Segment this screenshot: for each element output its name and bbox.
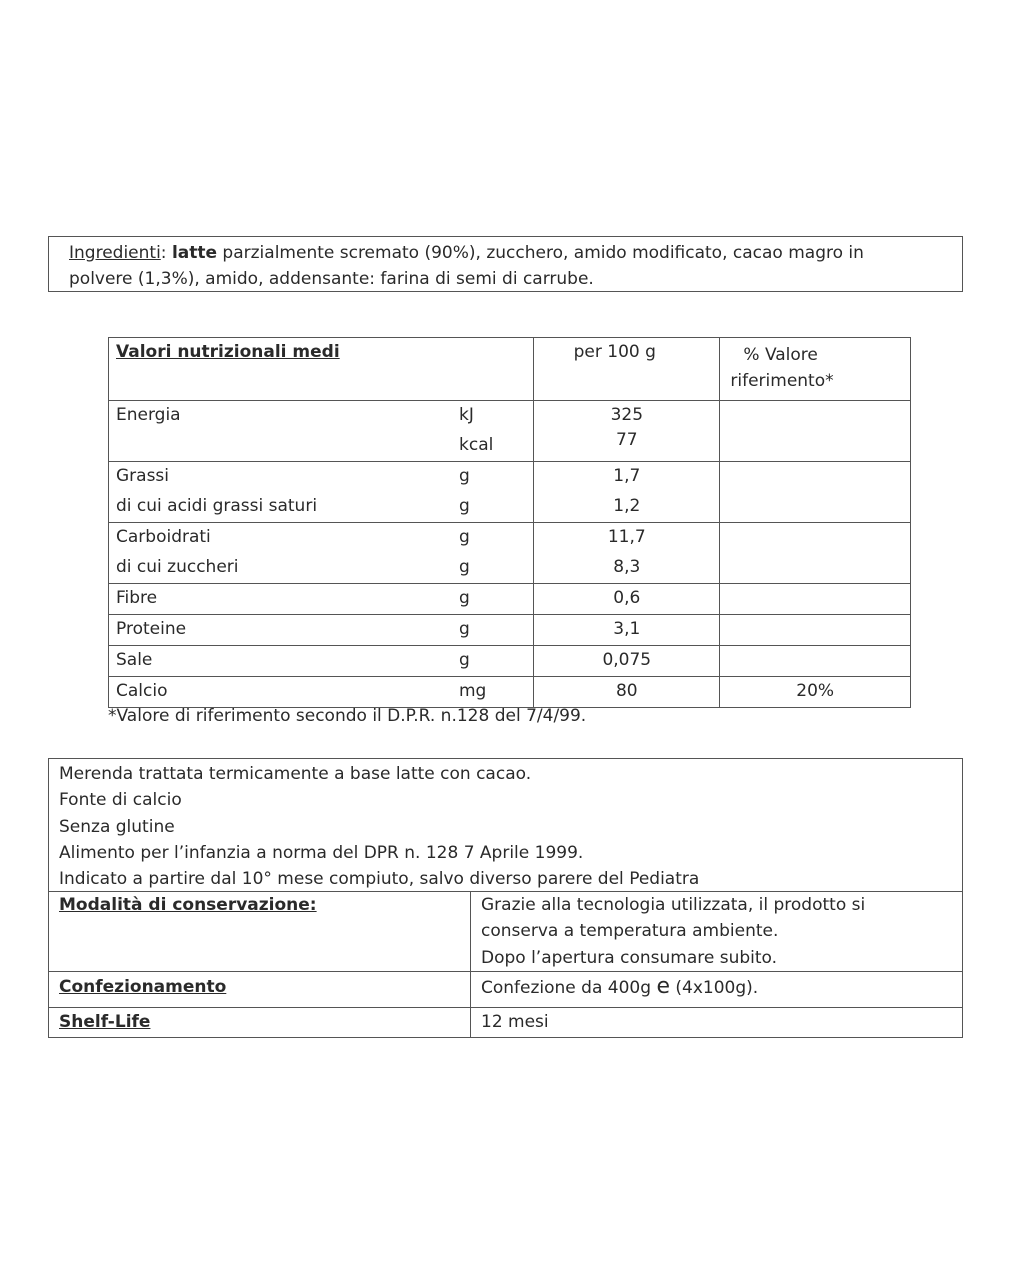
row-pct: [720, 646, 911, 677]
row-label: Proteine: [116, 619, 187, 639]
row-unit: g: [459, 496, 470, 516]
nutrition-row-grassi: [109, 462, 911, 523]
nutrition-header-title: Valori nutrizionali medi: [109, 338, 534, 401]
confezionamento-row: [49, 972, 963, 1008]
shelf-life-label: Shelf-Life: [49, 1008, 471, 1038]
row-unit: g: [459, 650, 470, 670]
info-line: Indicato a partire dal 10° mese compiuto, salvo diverso parere del Pediatra: [59, 869, 700, 890]
row-unit: mg: [459, 681, 487, 701]
row-label: Fibre: [116, 588, 158, 608]
info-line: Fonte di calcio: [59, 790, 182, 811]
row-sublabel: di cui acidi grassi saturi: [116, 496, 318, 516]
row-label: Sale: [116, 650, 153, 670]
row-label: Grassi: [116, 466, 170, 486]
row-value: 11,7: [607, 527, 646, 547]
nutrition-header-row: [109, 338, 911, 401]
row-unit: g: [459, 557, 470, 577]
product-details-table: [48, 891, 963, 1038]
product-info-box: [48, 758, 963, 892]
row-value: 0,075: [602, 650, 652, 670]
nutrition-row-carboidrati: [109, 523, 911, 584]
confezionamento-value: Confezione da 400g e (4x100g).: [471, 972, 963, 1008]
nutrition-table: [108, 337, 911, 708]
row-unit: g: [459, 527, 470, 547]
info-line: Alimento per l’infanzia a norma del DPR n. 128 7 Aprile 1999.: [59, 842, 584, 863]
ingredients-line-1: Ingredienti: latte parzialmente scremato (90%), zucchero, amido modificato, cacao magro in: [69, 243, 864, 263]
row-label: Energia: [116, 405, 181, 425]
row-value: 1,2: [613, 496, 641, 516]
row-value: 77: [615, 430, 638, 450]
info-line: Merenda trattata termicamente a base latte con cacao.: [59, 764, 532, 784]
nutrition-row-fibre: [109, 584, 911, 615]
row-sublabel: di cui zuccheri: [116, 557, 239, 577]
nutrition-row-sale: [109, 646, 911, 677]
footnote: *Valore di riferimento secondo il D.P.R. n.128 del 7/4/99.: [108, 706, 587, 726]
nutrition-row-energia: [109, 401, 911, 462]
conservazione-label: Modalità di conservazione:: [49, 892, 471, 972]
ingredients-bold-word: latte: [171, 243, 218, 263]
row-value: 3,1: [613, 619, 641, 639]
nutrition-row-calcio: [109, 677, 911, 708]
row-unit: kcal: [459, 435, 494, 455]
row-value: 80: [615, 681, 638, 701]
row-unit: g: [459, 588, 470, 608]
row-pct: 20%: [796, 681, 835, 701]
ingredients-line-2: polvere (1,3%), amido, addensante: farina di semi di carrube.: [69, 269, 594, 289]
row-pct: [720, 523, 911, 584]
nutrition-header-ref: % Valore riferimento*: [720, 338, 911, 401]
conservazione-value: Grazie alla tecnologia utilizzata, il prodotto si conserva a temperatura ambiente. Dopo l’apertura consumare subito.: [471, 892, 963, 972]
row-unit: g: [459, 619, 470, 639]
row-pct: [720, 615, 911, 646]
row-value: 325: [610, 405, 644, 425]
row-unit: kJ: [459, 405, 474, 425]
shelf-life-row: [49, 1008, 963, 1038]
row-pct: [720, 401, 911, 462]
row-value: 1,7: [613, 466, 641, 486]
nutrition-header-per: per 100 g: [534, 338, 720, 401]
ingredients-label: Ingredienti: [69, 243, 161, 263]
row-pct: [720, 462, 911, 523]
info-line: Senza glutine: [59, 816, 175, 837]
shelf-life-value: 12 mesi: [471, 1008, 963, 1038]
row-pct: [720, 584, 911, 615]
row-label: Calcio: [116, 681, 168, 701]
confezionamento-label: Confezionamento: [49, 972, 471, 1008]
nutrition-row-proteine: [109, 615, 911, 646]
conservazione-row: [49, 892, 963, 972]
ingredients-box: [48, 236, 963, 292]
row-label: Carboidrati: [116, 527, 211, 547]
row-value: 8,3: [613, 557, 641, 577]
row-value: 0,6: [613, 588, 641, 608]
row-unit: g: [459, 466, 470, 486]
